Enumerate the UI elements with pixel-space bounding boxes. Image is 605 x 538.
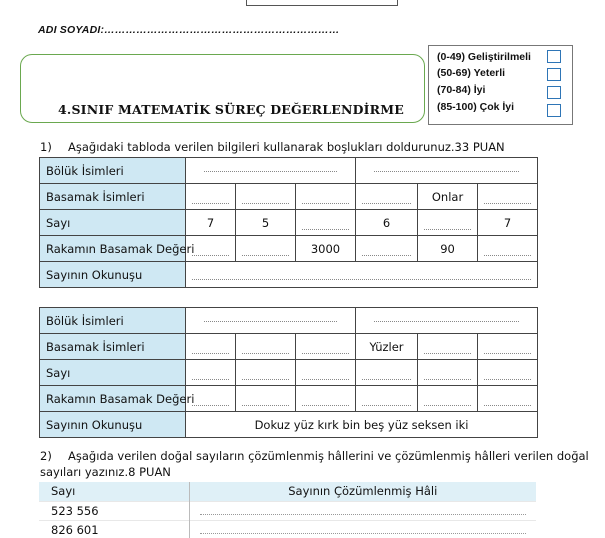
- sayi-cell: 7: [478, 210, 538, 236]
- question-1-text: Aşağıdaki tabloda verilen bilgileri kullanarak boşlukları doldurunuz.33 PUAN: [68, 140, 505, 154]
- question-1-number: 1): [40, 140, 52, 154]
- deger-cell: 3000: [296, 236, 356, 262]
- row-label-bolum: Bölük İsimleri: [40, 158, 186, 184]
- basamak-cell[interactable]: [296, 334, 356, 360]
- table-row: [40, 184, 538, 210]
- bolum-cell[interactable]: [356, 308, 538, 334]
- sayi-cell[interactable]: [356, 360, 418, 386]
- deger-cell[interactable]: [356, 386, 418, 412]
- score-checkbox-3[interactable]: [547, 86, 561, 99]
- sayi-cell: 5: [236, 210, 296, 236]
- column-header-cozumlenmis: Sayının Çözümlenmiş Hâli: [189, 482, 536, 501]
- top-frame: [246, 0, 398, 6]
- question-2: [40, 449, 589, 463]
- bolum-cell[interactable]: [356, 158, 538, 184]
- score-label-4: (85-100) Çok İyi: [437, 101, 515, 113]
- row-label-deger: Rakamın Basamak Değeri: [40, 236, 186, 262]
- deger-cell[interactable]: [418, 386, 478, 412]
- row-label-sayi: Sayı: [40, 360, 186, 386]
- score-checkbox-2[interactable]: [547, 68, 561, 81]
- basamak-cell[interactable]: [186, 334, 236, 360]
- deger-cell[interactable]: [236, 386, 296, 412]
- basamak-cell[interactable]: [478, 184, 538, 210]
- basamak-cell[interactable]: [236, 334, 296, 360]
- basamak-cell: Onlar: [418, 184, 478, 210]
- table-row: [40, 210, 538, 236]
- deger-cell[interactable]: [186, 236, 236, 262]
- table-row: [40, 158, 538, 184]
- sayi-cell[interactable]: [418, 360, 478, 386]
- okunus-cell[interactable]: [186, 262, 538, 288]
- sayi-cell[interactable]: [478, 360, 538, 386]
- deger-cell[interactable]: [186, 386, 236, 412]
- row-label-okunus: Sayının Okunuşu: [40, 262, 186, 288]
- sayi-cell[interactable]: [296, 360, 356, 386]
- question-1: [40, 140, 505, 154]
- score-label-3: (70-84) İyi: [437, 84, 486, 96]
- deger-cell[interactable]: [296, 386, 356, 412]
- place-value-table-2: [39, 307, 538, 438]
- question-2-line2: sayıları yazınız.8 PUAN: [40, 465, 171, 479]
- table-row: [40, 236, 538, 262]
- sayi-cell[interactable]: [186, 360, 236, 386]
- row-label-basamak: Basamak İsimleri: [40, 334, 186, 360]
- number-cell: 523 556: [39, 501, 189, 520]
- basamak-cell[interactable]: [236, 184, 296, 210]
- score-scale: [428, 45, 573, 125]
- number-cell: 826 601: [39, 520, 189, 538]
- basamak-cell[interactable]: [418, 334, 478, 360]
- page-title: 4.SINIF MATEMATİK SÜREÇ DEĞERLENDİRME: [58, 102, 405, 117]
- row-label-sayi: Sayı: [40, 210, 186, 236]
- sayi-cell: 7: [186, 210, 236, 236]
- sayi-cell[interactable]: [236, 360, 296, 386]
- deger-cell[interactable]: [356, 236, 418, 262]
- okunus-cell: Dokuz yüz kırk bin beş yüz seksen iki: [186, 412, 538, 438]
- decomposition-table: [39, 482, 536, 538]
- name-field[interactable]: ADI SOYADI:…………………………………………………………: [38, 24, 340, 36]
- row-label-basamak: Basamak İsimleri: [40, 184, 186, 210]
- table-row: [39, 520, 536, 538]
- row-label-okunus: Sayının Okunuşu: [40, 412, 186, 438]
- table-row: [40, 262, 538, 288]
- score-checkbox-4[interactable]: [547, 104, 561, 117]
- basamak-cell[interactable]: [186, 184, 236, 210]
- table-row: [40, 334, 538, 360]
- deger-cell[interactable]: [236, 236, 296, 262]
- score-checkbox-1[interactable]: [547, 50, 561, 63]
- table-row: [40, 386, 538, 412]
- table-row: [39, 501, 536, 520]
- deger-cell: 90: [418, 236, 478, 262]
- deger-cell[interactable]: [478, 236, 538, 262]
- table-row: [40, 360, 538, 386]
- basamak-cell[interactable]: [478, 334, 538, 360]
- row-label-bolum: Bölük İsimleri: [40, 308, 186, 334]
- basamak-cell: Yüzler: [356, 334, 418, 360]
- sayi-cell: 6: [356, 210, 418, 236]
- score-label-2: (50-69) Yeterli: [437, 67, 506, 79]
- deger-cell[interactable]: [478, 386, 538, 412]
- bolum-cell[interactable]: [186, 158, 356, 184]
- question-2-number: 2): [40, 449, 52, 463]
- table-row: [40, 412, 538, 438]
- basamak-cell[interactable]: [356, 184, 418, 210]
- row-label-deger: Rakamın Basamak Değeri: [40, 386, 186, 412]
- table-row: [40, 308, 538, 334]
- sayi-cell[interactable]: [418, 210, 478, 236]
- basamak-cell[interactable]: [296, 184, 356, 210]
- column-header-sayi: Sayı: [39, 482, 189, 501]
- place-value-table-1: [39, 157, 538, 288]
- table-header-row: [39, 482, 536, 501]
- sayi-cell[interactable]: [296, 210, 356, 236]
- bolum-cell[interactable]: [186, 308, 356, 334]
- answer-cell[interactable]: [189, 520, 536, 538]
- score-label-1: (0-49) Geliştirilmeli: [437, 51, 531, 63]
- answer-cell[interactable]: [189, 501, 536, 520]
- question-2-text-line1: Aşağıda verilen doğal sayıların çözümlenmiş hâllerini ve çözümlenmiş hâlleri verilen doğal: [68, 449, 589, 463]
